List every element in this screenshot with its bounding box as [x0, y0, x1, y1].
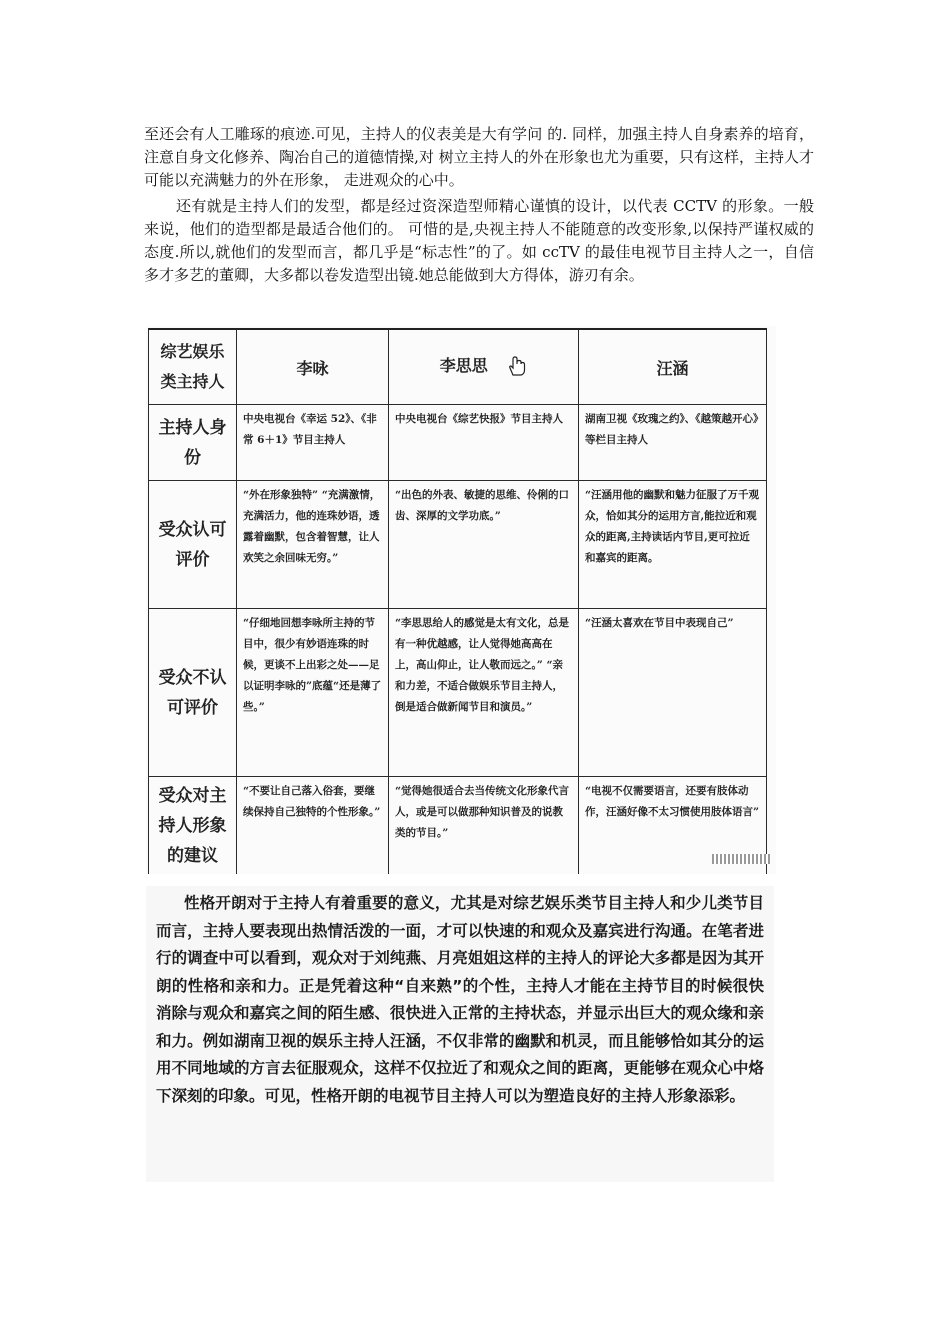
cell-positive-li-sisi: “出色的外表、敏捷的思维、伶俐的口齿、深厚的文学功底。” — [389, 481, 579, 609]
column-header-li-yong: 李咏 — [237, 329, 389, 405]
cell-suggestion-li-yong: “不要让自己落入俗套，要继续保持自己独特的个性形象。” — [237, 777, 389, 875]
scanned-text-image — [146, 886, 774, 1182]
cell-negative-li-yong: “仔细地回想李咏所主持的节目中，很少有妙语连珠的时候，更谈不上出彩之处——足以证明李咏的”底蕴“还是薄了些。” — [237, 609, 389, 777]
host-comparison-table — [148, 328, 767, 874]
body-paragraph-1: 至还会有人工雕琢的痕迹.可见，主持人的仪表美是大有学问 的. 同样，加强主持人自身素养的培育，注意自身文化修养、陶冶自己的道德情操,对 树立主持人的外在形象也尤为重要，只有这样，主持人才可能以充满魅力的外在形象， 走进观众的心中。 — [144, 125, 814, 189]
scanned-paragraph: 性格开朗对于主持人有着重要的意义，尤其是对综艺娱乐类节目主持人和少儿类节目而言，主持人要表现出热情活泼的一面，才可以快速的和观众及嘉宾进行沟通。在笔者进行的调查中可以看到，观众对于刘纯燕、月亮姐姐这样的主持人的评论大多都是因为其开朗的性格和亲和力。正是凭着这种“自来熟”的个性，主持人才能在主持节目的时候很快消除与观众和嘉宾之间的陌生感、很快进入正常的主持状态，并显示出巨大的观众缘和亲和力。例如湖南卫视的娱乐主持人汪涵，不仅非常的幽默和机灵，而且能够恰如其分的运用不同地域的方言去征服观众，这样不仅拉近了和观众之间的距离，更能够在观众心中烙下深刻的印象。可见，性格开朗的电视节目主持人可以为塑造良好的主持人形象添彩。 — [156, 894, 764, 1105]
cell-suggestion-li-sisi: “觉得她很适合去当传统文化形象代言人，或是可以做那种知识普及的说教类的节目。” — [389, 777, 579, 875]
row-label-negative: 受众不认可评价 — [149, 609, 237, 777]
corner-header: 综艺娱乐类主持人 — [149, 329, 237, 405]
scan-artifact — [712, 854, 770, 864]
row-label-suggestion: 受众对主持人形象的建议 — [149, 777, 237, 875]
cell-positive-li-yong: “外在形象独特” “充满激情，充满活力，他的连珠妙语，透露着幽默，包含着智慧，让人欢笑之余回味无穷。” — [237, 481, 389, 609]
column-header-wang-han: 汪涵 — [579, 329, 767, 405]
cell-identity-wang-han: 湖南卫视《玫瑰之约》、《越策越开心》等栏目主持人 — [579, 405, 767, 481]
host-comparison-table-image — [146, 326, 776, 874]
table-row — [149, 481, 767, 609]
cell-identity-li-yong: 中央电视台《幸运 52》、《非常 6＋1》节目主持人 — [237, 405, 389, 481]
cell-suggestion-wang-han: “电视不仅需要语言，还要有肢体动作，汪涵好像不太习惯使用肢体语言” — [579, 777, 767, 875]
table-header-row — [149, 329, 767, 405]
body-paragraph-2: 还有就是主持人们的发型，都是经过资深造型师精心谨慎的设计，以代表 CCTV 的形象。一般来说，他们的造型都是最适合他们的。 可惜的是,央视主持人不能随意的改变形象,以保持严谨权威的态度.所以,就他们的发型而言，都几乎是“标志性”的了。如 ccTV 的最佳电视节目主持人之一，自信多才多艺的董卿，大多都以卷发造型出镜.她总能做到大方得体，游刃有余。 — [144, 197, 814, 284]
table-row — [149, 405, 767, 481]
table-row — [149, 609, 767, 777]
cell-positive-wang-han: “汪涵用他的幽默和魅力征服了万千观众，恰如其分的运用方言,能拉近和观众的距离,主持读话内节目,更可拉近和嘉宾的距离。 — [579, 481, 767, 609]
cell-negative-li-sisi: “李思思给人的感觉是太有文化，总是有一种优越感，让人觉得她高高在上，高山仰止，让人敬而远之。” “亲和力差，不适合做娱乐节目主持人，倒是适合做新闻节目和演员。” — [389, 609, 579, 777]
row-label-identity: 主持人身份 — [149, 405, 237, 481]
cell-negative-wang-han: “汪涵太喜欢在节目中表现自己” — [579, 609, 767, 777]
column-header-li-sisi-label: 李思思 — [439, 356, 488, 375]
cell-identity-li-sisi: 中央电视台《综艺快报》节目主持人 — [389, 405, 579, 481]
row-label-positive: 受众认可评价 — [149, 481, 237, 609]
hand-cursor-icon — [507, 355, 527, 381]
column-header-li-sisi — [389, 329, 579, 405]
table-row — [149, 777, 767, 875]
